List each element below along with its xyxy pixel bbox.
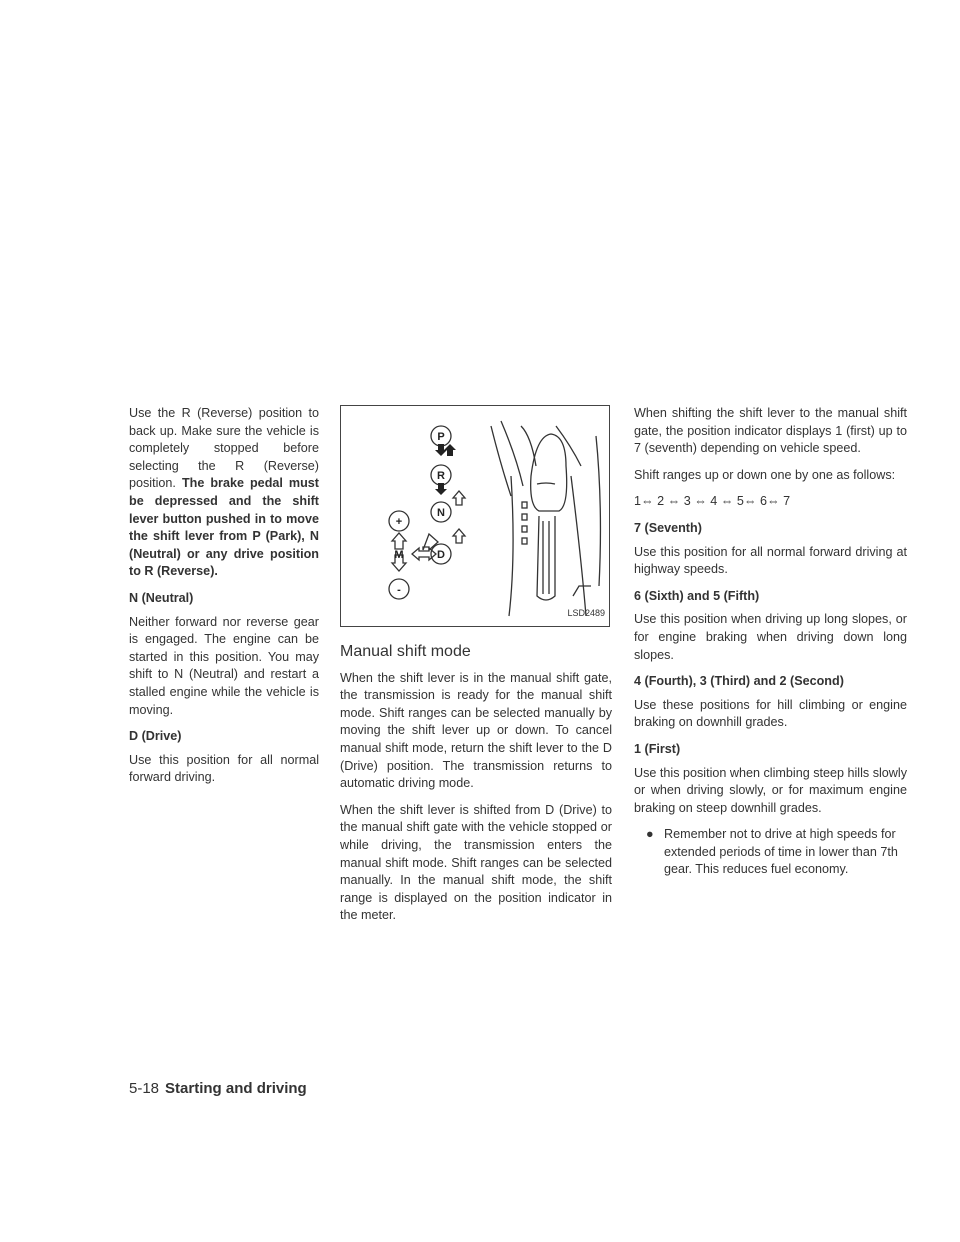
left-column <box>129 405 319 796</box>
neutral-text: Neither forward nor reverse gear is engaged. The engine can be started in this position. You may shift to N (Neutral) and restart a stalled engine while the vehicle is moving. <box>129 614 319 717</box>
fourth-heading: 4 (Fourth), 3 (Third) and 2 (Second) <box>634 674 844 689</box>
reverse-paragraph: Use the R (Reverse) position to back up. Make sure the vehicle is completely stopped before selecting the R (Reverse) position. The brake pedal must be depressed and the shift lever button pushed in to move the shift lever from P (Park), N (Neutral) or any drive position to R (Reverse). <box>129 406 319 579</box>
upshift-arrow-icon <box>392 533 406 549</box>
footer-section: Starting and driving <box>165 1080 307 1097</box>
first-text: Use this position when climbing steep hills slowly or when driving slowly, or for maximum engine braking on steep downhill grades. <box>634 765 907 815</box>
fourth-text: Use these positions for hill climbing or engine braking on downhill grades. <box>634 697 907 730</box>
label-plus: + <box>395 516 403 528</box>
manual-para-1: When the shift lever is in the manual shift gate, the transmission is ready for the manual shift mode. Shift ranges can be selected manually by moving the shift lever up or down. To cancel manual shift mode, return the shift lever to the D (Drive) position. The transmission returns to automatic driving mode. <box>340 670 612 791</box>
up-arrow-icon <box>453 491 465 505</box>
right-column <box>634 405 907 879</box>
label-m: M <box>394 549 404 561</box>
shift-lever-figure <box>340 405 610 627</box>
drive-heading: D (Drive) <box>129 729 182 744</box>
sequence-intro: Shift ranges up or down one by one as follows: <box>634 467 896 482</box>
seventh-heading: 7 (Seventh) <box>634 520 702 535</box>
label-d: D <box>437 549 445 561</box>
label-p: P <box>437 431 445 443</box>
middle-column <box>340 405 612 934</box>
first-heading: 1 (First) <box>634 741 681 756</box>
reverse-warning: The brake pedal must be depressed and the shift lever button pushed in to move the shift lever from P (Park), N (Neutral) or any drive position to R (Reverse). <box>129 476 319 579</box>
figure-code: LSD2489 <box>567 608 605 619</box>
section-title: Manual shift mode <box>340 643 471 660</box>
label-minus: - <box>397 584 401 596</box>
shift-knob <box>531 434 567 511</box>
down-arrow-icon <box>423 534 438 550</box>
bullet-item <box>634 826 907 879</box>
bullet-text: Remember not to drive at high speeds for extended periods of time in lower than 7th gear. This reduces fuel economy. <box>664 827 898 877</box>
label-n: N <box>437 507 445 519</box>
filled-down-arrow-icon-2 <box>435 483 447 495</box>
filled-up-arrow-icon <box>444 444 456 456</box>
manual-para-2: When the shift lever is shifted from D (Drive) to the manual shift gate with the vehicle stopped or while driving, the transmission enters the manual shift mode. Shift ranges can be selected manually. In the manual shift mode, the shift range is displayed on the position indicator in the meter. <box>340 802 612 923</box>
indicator-paragraph: When shifting the shift lever to the manual shift gate, the position indicator displays 1 (first) up to 7 (seventh) depending on vehicle speed. <box>634 406 907 456</box>
neutral-heading: N (Neutral) <box>129 590 194 605</box>
page-number: 5-18 <box>129 1080 160 1097</box>
bullet-icon: ● <box>646 827 654 842</box>
shift-diagram <box>341 406 611 628</box>
drive-text: Use this position for all normal forward driving. <box>129 752 319 785</box>
page-footer <box>129 1080 307 1097</box>
gear-sequence: 1⇔ 2 ⇔ 3 ⇔ 4 ⇔ 5⇔ 6⇔ 7 <box>634 494 791 509</box>
up-arrow-icon-2 <box>453 529 465 543</box>
seventh-text: Use this position for all normal forward driving at highway speeds. <box>634 544 907 577</box>
sixth-heading: 6 (Sixth) and 5 (Fifth) <box>634 588 760 603</box>
label-r: R <box>437 470 445 482</box>
sixth-text: Use this position when driving up long slopes, or for engine braking when driving down long slopes. <box>634 612 907 662</box>
